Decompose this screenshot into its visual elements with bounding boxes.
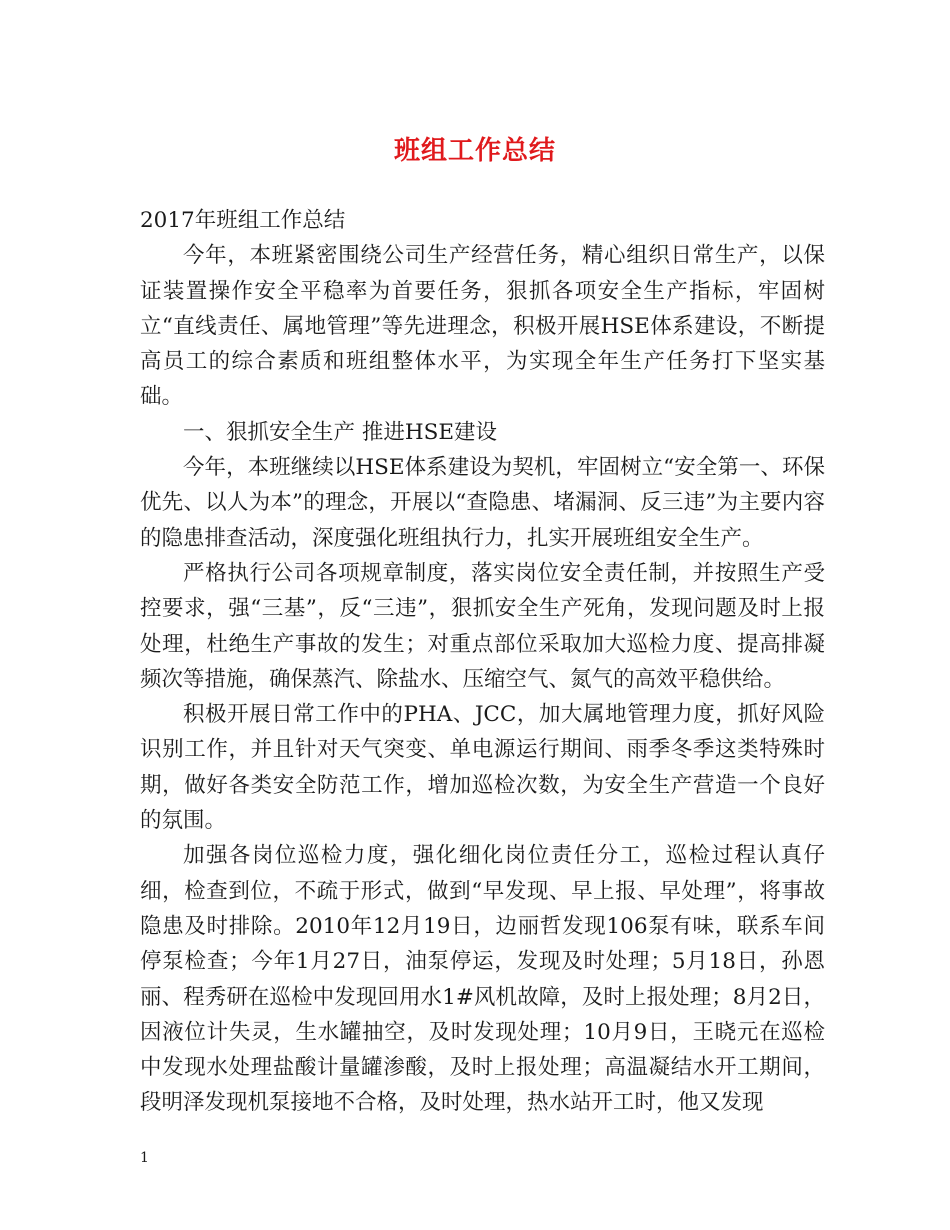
section-heading: 一、狠抓安全生产 推进HSE建设 (183, 419, 498, 445)
paragraph-intro: 今年，本班紧密围绕公司生产经营任务，精心组织日常生产，以保证装置操作安全平稳率为首要任务，狠抓各项安全生产指标，牢固树立“直线责任、属地管理”等先进理念，积极开展HSE体系建设，不断提高员工的综合素质和班组整体水平，为实现全年生产任务打下坚实基础。 (140, 243, 825, 410)
document-subtitle: 2017年班组工作总结 (140, 208, 346, 233)
paragraph-inspection: 加强各岗位巡检力度，强化细化岗位责任分工，巡检过程认真仔细，检查到位，不疏于形式，做到“早发现、早上报、早处理”，将事故隐患及时排除。2010年12月19日，边丽哲发现106泵有味，联系车间停泵检查；今年1月27日，油泵停运，发现及时处理；5月18日，孙恩丽、程秀研在巡检中发现回用水1#风机故障，及时上报处理；8月2日，因液位计失灵，生水罐抽空，及时发现处理；10月9日，王晓元在巡检中发现水处理盐酸计量罐渗酸，及时上报处理；高温凝结水开工期间，段明泽发现机泵接地不合格，及时处理，热水站开工时，他又发现 (140, 843, 825, 1116)
paragraph-regulations: 严格执行公司各项规章制度，落实岗位安全责任制，并按照生产受控要求，强“三基”，反“三违”，狠抓安全生产死角，发现问题及时上报处理，杜绝生产事故的发生；对重点部位采取加大巡检力度、提高排凝频次等措施，确保蒸汽、除盐水、压缩空气、氮气的高效平稳供给。 (140, 560, 825, 692)
page-number: 1 (140, 1150, 149, 1166)
document-body (140, 203, 825, 1121)
document-title: 班组工作总结 (393, 136, 556, 166)
paragraph-pha-jcc: 积极开展日常工作中的PHA、JCC，加大属地管理力度，抓好风险识别工作，并且针对天气突变、单电源运行期间、雨季冬季这类特殊时期，做好各类安全防范工作，增加巡检次数，为安全生产营造一个良好的氛围。 (140, 702, 825, 834)
paragraph-hse: 今年，本班继续以HSE体系建设为契机，牢固树立“安全第一、环保优先、以人为本”的理念，开展以“查隐患、堵漏洞、反三违”为主要内容的隐患排查活动，深度强化班组执行力，扎实开展班组安全生产。 (140, 455, 825, 551)
